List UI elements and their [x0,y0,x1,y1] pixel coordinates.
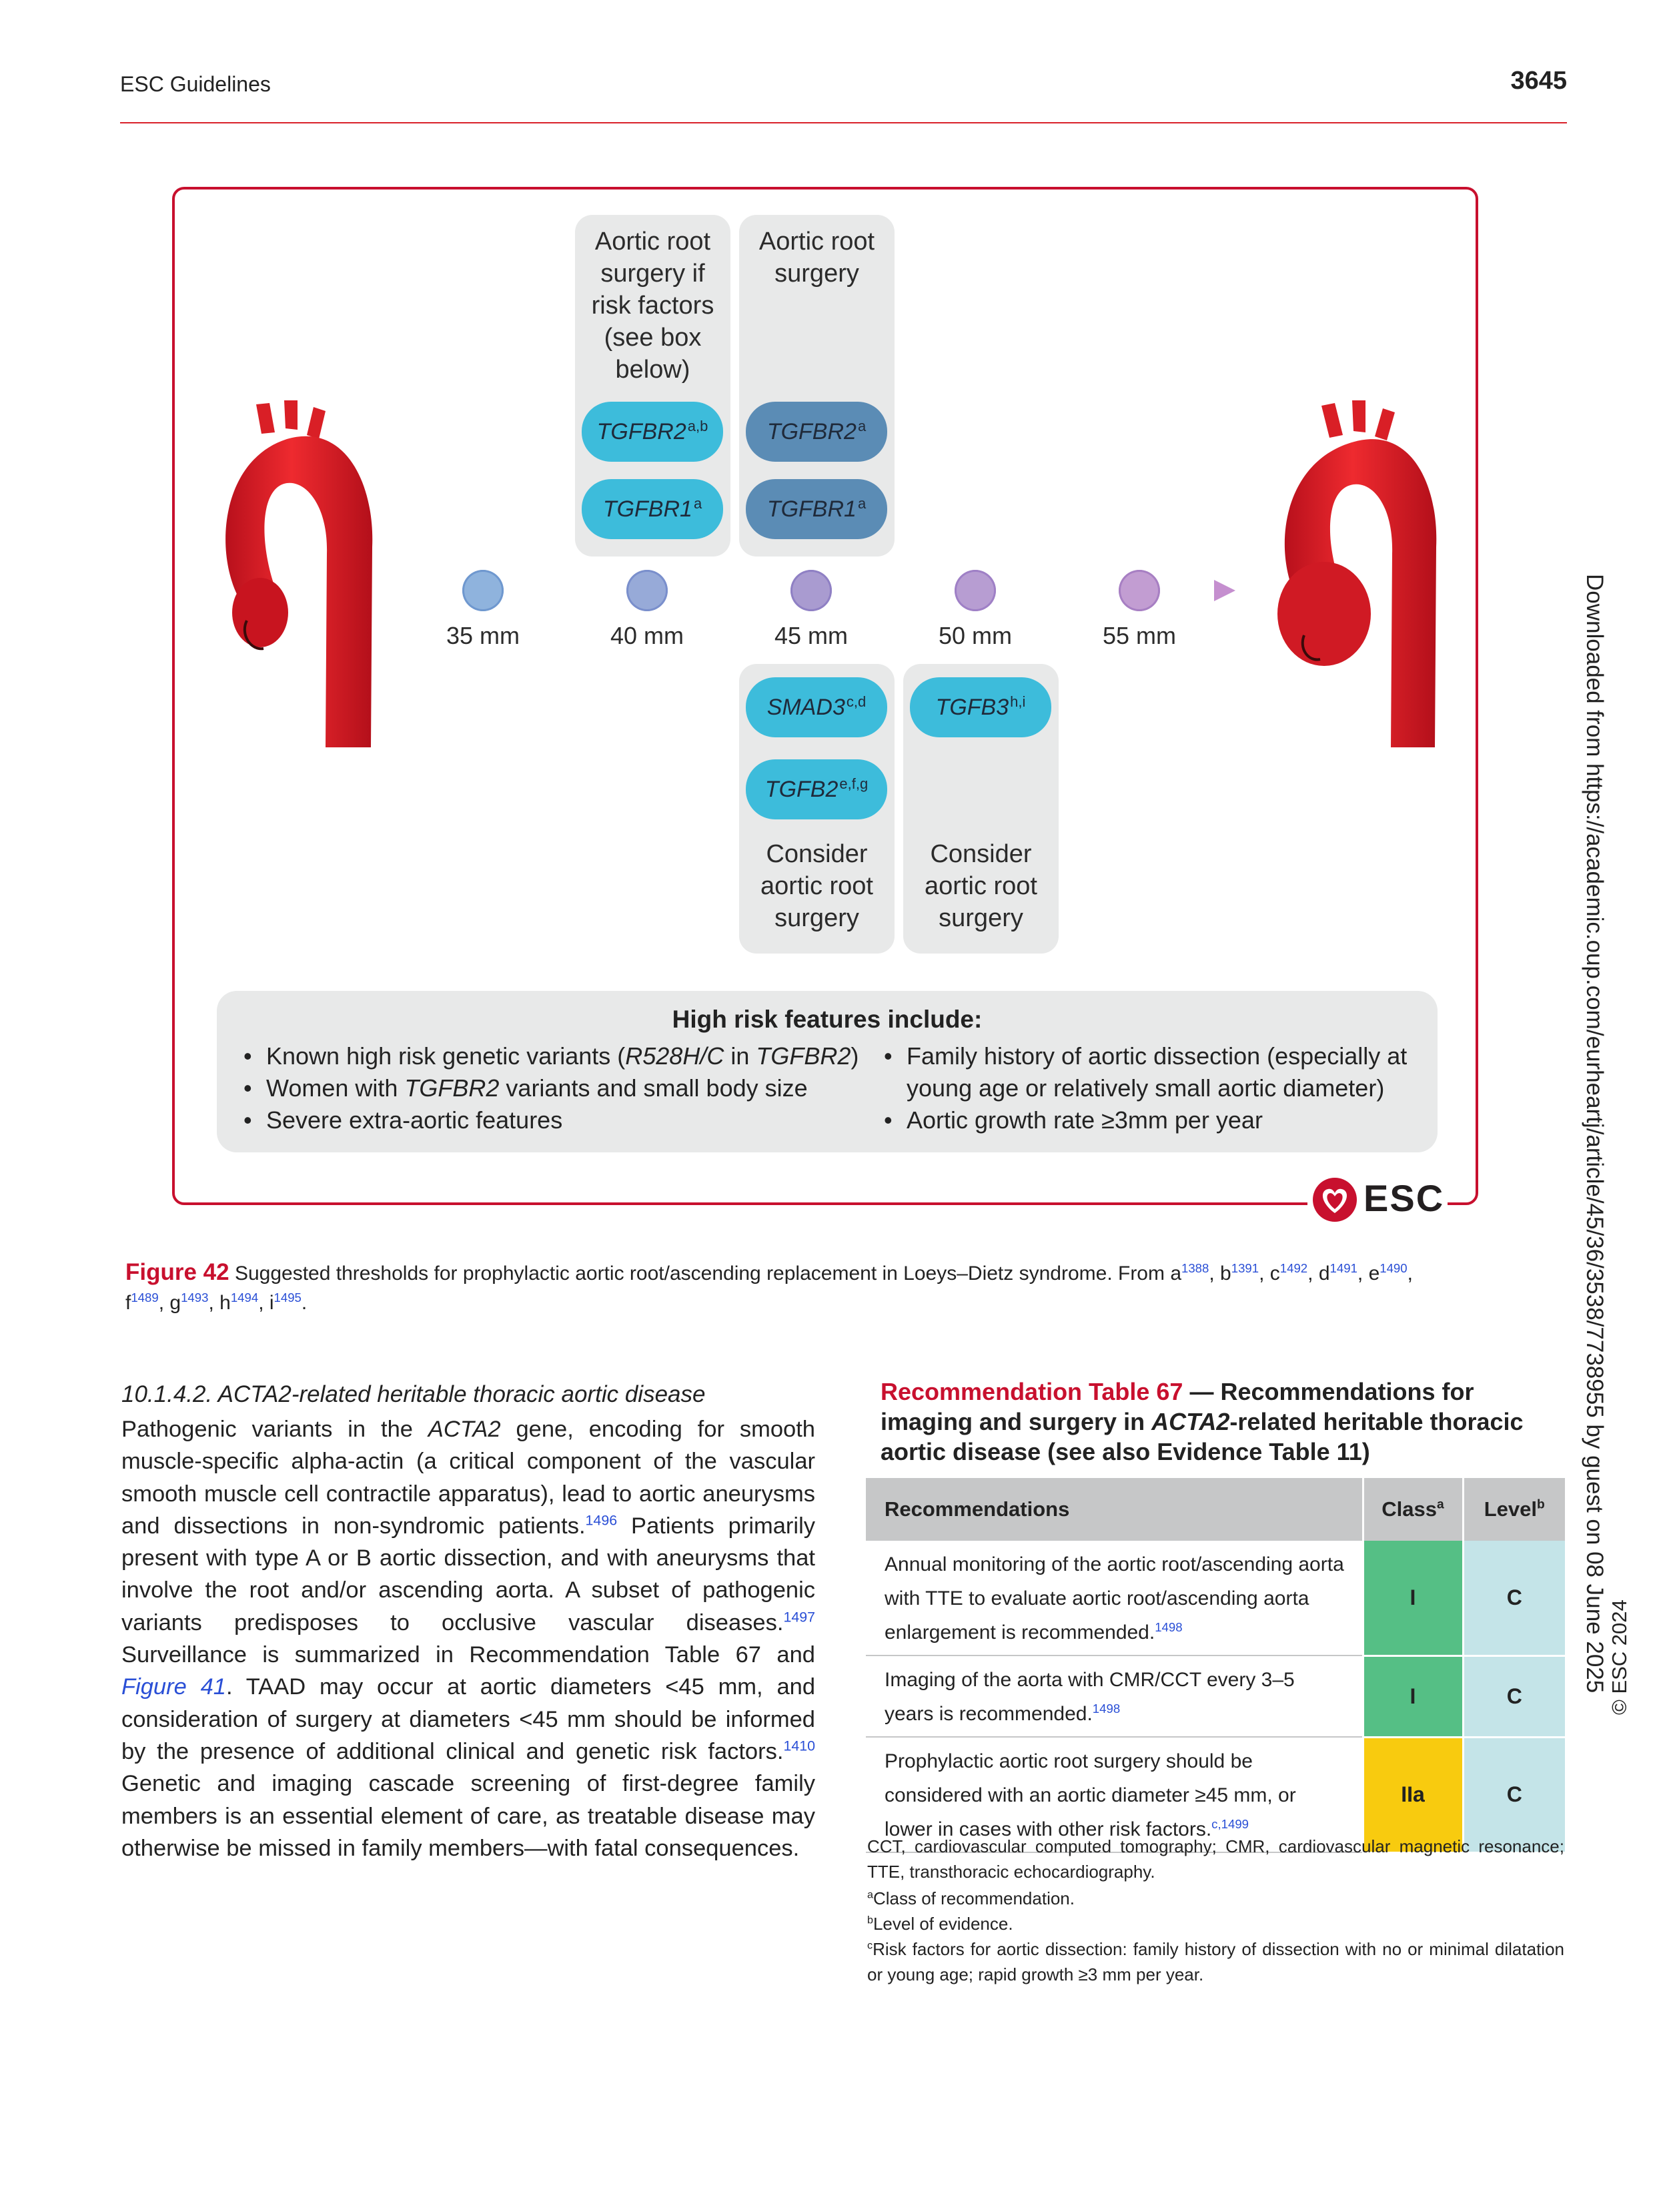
page-number: 3645 [1510,67,1567,95]
running-header: ESC Guidelines [120,72,271,96]
header-level: Level$^b$ [1463,1478,1565,1541]
header-class: Class$^a$ [1363,1478,1463,1541]
gene-pill-tgfbr1: TGFBR1 $^a$ [746,479,887,539]
gene-pill-smad3: SMAD3 $^{c,d}$ [746,677,887,737]
table-row [866,1541,1565,1655]
column-50mm-bottom-label: Consider aortic root surgery [925,840,1037,932]
recommendation-text: Prophylactic aortic root surgery should be considered with an aortic diameter ≥45 mm, or lower in cases with other risk factors.$^{c,1499}$ [866,1737,1363,1852]
header-recommendations: Recommendations [866,1478,1363,1541]
recommendation-text: Annual monitoring of the aortic root/ascending aorta with TTE to evaluate aortic root/ascending aorta enlargement is recommended.$^{1498}$ [866,1541,1363,1655]
high-risk-title: High risk features include: [672,1006,983,1033]
gene-pill-tgfbr1: TGFBR1 $^a$ [582,479,723,539]
recommendation-table-title: Recommendation Table 67 — Recommendations for imaging and surgery in ACTA2-related heritable thoracic aortic disease (see also Evidence Table 11) [881,1378,1524,1465]
level-cell: C [1463,1737,1565,1852]
aorta-illustration-left [200,400,387,747]
class-cell: IIa [1363,1737,1463,1852]
table-header-row [866,1478,1565,1541]
recommendation-text: Imaging of the aorta with CMR/CCT every 3–5 years is recommended.$^{1498}$ [866,1655,1363,1737]
risk-item: • Severe extra-aortic features [243,1106,563,1134]
copyright-notice: © ESC 2024 [1608,1599,1631,1715]
risk-item: • Aortic growth rate ≥3mm per year [884,1106,1263,1134]
aorta-illustration-right [1264,400,1451,747]
timeline-marker-55mm [1119,570,1160,611]
gene-pill-tgfb2: TGFB2 $^{e,f,g}$ [746,759,887,819]
table-row [866,1655,1565,1737]
high-risk-box [217,991,1438,1152]
axis-label-45mm: 45 mm [774,622,849,649]
esc-heart-logo-icon [1311,1176,1359,1224]
class-cell: I [1363,1541,1463,1655]
header-rule [120,122,1567,123]
recommendation-table [866,1478,1565,1854]
timeline-marker-45mm [790,570,832,611]
axis-label-55mm: 55 mm [1102,622,1177,649]
download-watermark: Downloaded from https://academic.oup.com/eurheartj/article/45/36/3538/7738955 by guest on 08 June 2025 [1582,574,1608,1694]
level-cell: C [1463,1541,1565,1655]
timeline-marker-50mm [955,570,996,611]
figure-caption: Figure 42 Suggested thresholds for prophylactic aortic root/ascending replacement in Loeys–Dietz syndrome. From $a^{1388}$, $b^{1391}$, $c^{1492}$, $d^{1491}$, $e^{1490}$, $f^{1489}$, $g^{1493}$, $h^{1494}$, $i^{1495}$. [125,1259,1413,1314]
risk-item: • Women with TGFBR2 variants and small body size [243,1074,808,1102]
timeline-marker-35mm [462,570,504,611]
timeline-marker-40mm [626,570,668,611]
section-heading: 10.1.4.2. ACTA2-related heritable thoracic aortic disease [121,1381,706,1407]
axis-label-50mm: 50 mm [938,622,1013,649]
gene-pill-tgfbr2: TGFBR2 $^{a,b}$ [582,402,723,462]
footnote-b: $^b$Level of evidence. [867,1914,1013,1934]
column-45mm-label: Aortic root surgery [758,228,875,288]
risk-item: • Known high risk genetic variants (R528H/C in TGFBR2) [243,1042,859,1070]
risk-item: • Family history of aortic dissection (especially at [884,1042,1408,1070]
column-45mm-bottom-label: Consider aortic root surgery [760,840,873,932]
figure-41-link[interactable]: Figure 41 [121,1674,226,1700]
axis-label-35mm: 35 mm [446,622,520,649]
gene-pill-tgfb3: TGFB3 $^{h,i}$ [910,677,1051,737]
column-40mm-label: Aortic root surgery if risk factors (see box below) [591,228,714,384]
footnote-abbreviations: CCT, cardiovascular computed tomography; CMR, cardiovascular magnetic resonance; TTE, transthoracic echocardiography. [867,1836,1564,1882]
level-cell: C [1463,1655,1565,1737]
footnote-c: $^c$Risk factors for aortic dissection: family history of dissection with no or minimal dilatation or young age; rapid growth ≥3 mm per year. [867,1939,1564,1984]
footnote-a: $^a$Class of recommendation. [867,1888,1075,1908]
timeline-arrowhead [1214,580,1235,601]
section-body: Pathogenic variants in the ACTA2 gene, encoding for smooth muscle-specific alpha-actin (a critical component of the vascular smooth muscle cell contractile apparatus), lead to aortic aneurysms and dissections in non-syndromic patients.$^{1496}$ Patients primarily present with type A or B aortic dissection, and with aneurysms that involve the root and/or ascending aorta. A subset of pathogenic variants predisposes to occlusive vascular diseases.$^{1497}$ Surveillance is summarized in Recommendation Table 67 and Figure 41. TAAD may occur at aortic diameters <45 mm, and consideration of surgery at diameters <45 mm should be informed by the presence of additional clinical and genetic risk factors.$^{1410}$ Genetic and imaging cascade screening of first-degree family members is an essential element of care, as treatable disease may otherwise be missed in family members—with fatal consequences. [121,1417,816,1861]
axis-label-40mm: 40 mm [610,622,684,649]
risk-item-continuation: young age or relatively small aortic diameter) [907,1074,1385,1102]
gene-pill-tgfbr2: TGFBR2 $^a$ [746,402,887,462]
esc-logo-text: ESC [1363,1177,1445,1219]
class-cell: I [1363,1655,1463,1737]
